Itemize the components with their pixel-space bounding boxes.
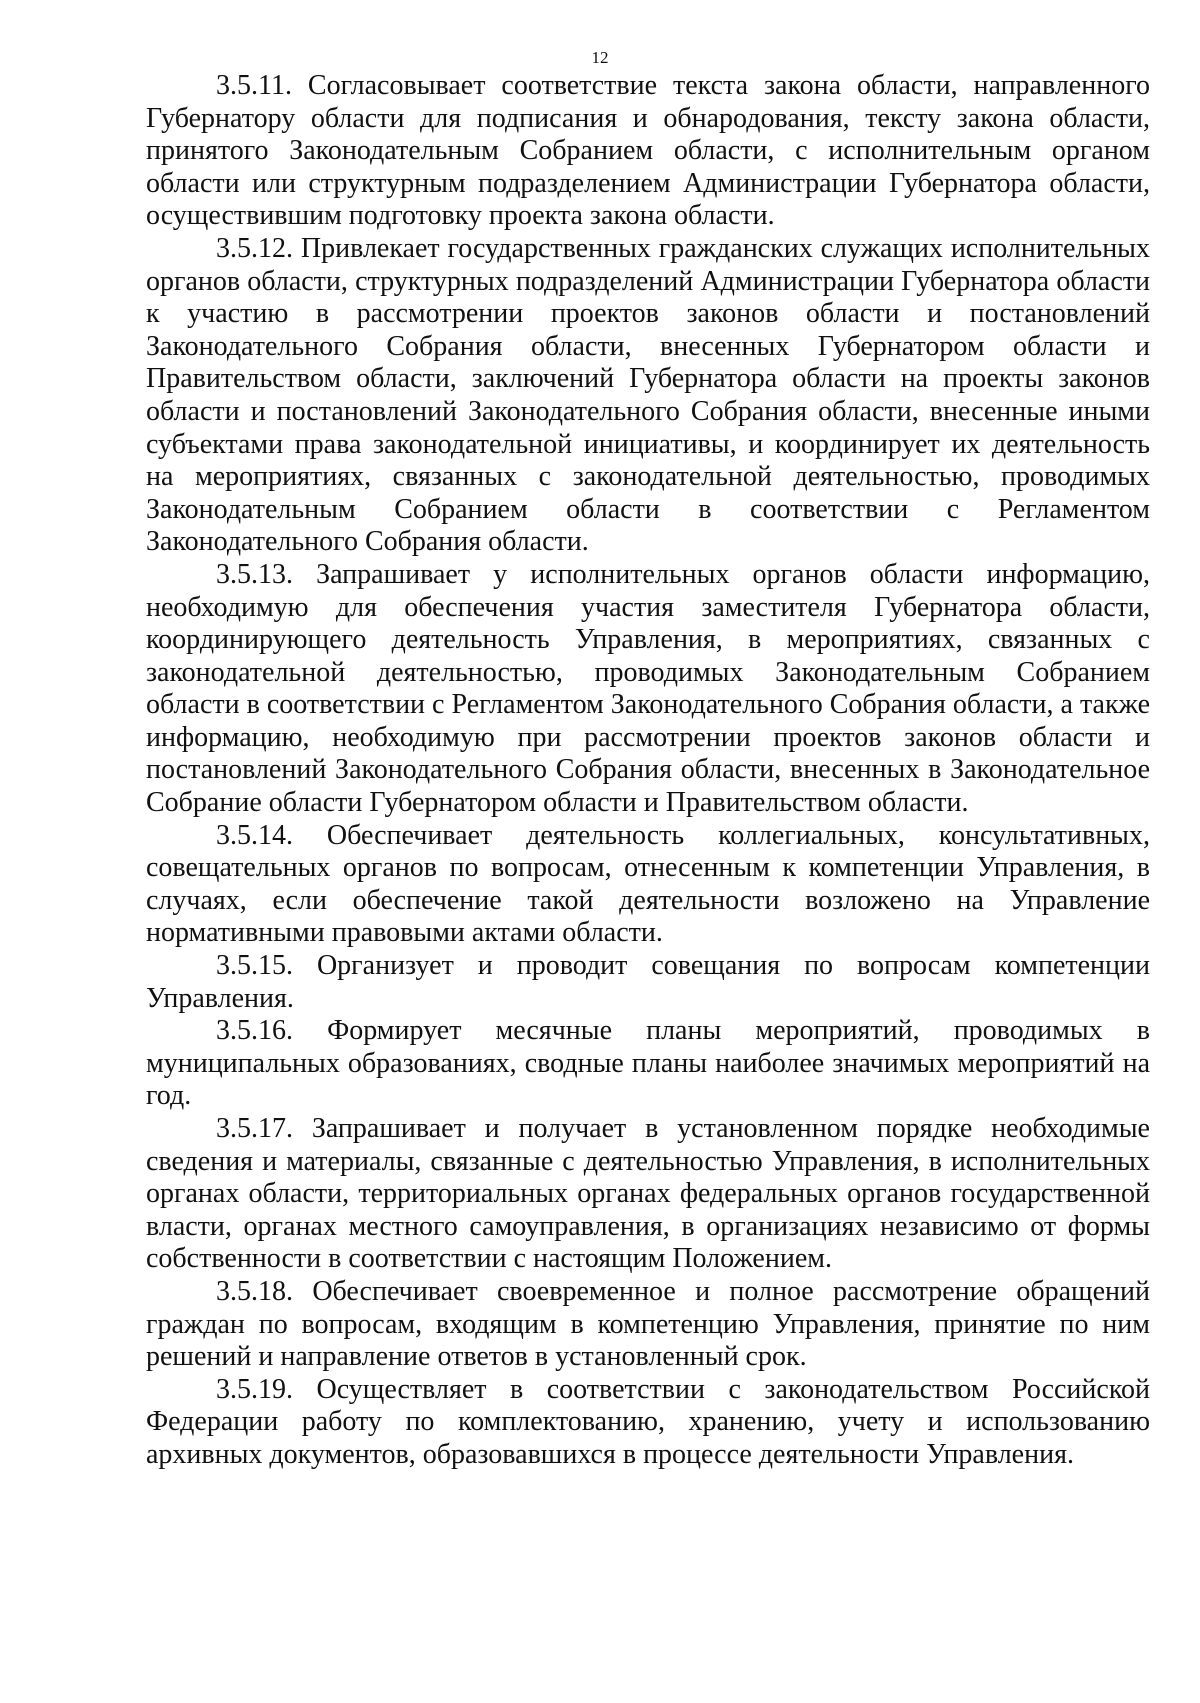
clause-3-5-13: 3.5.13. Запрашивает у исполнительных органов области информацию, необходимую для обеспечения участия заместителя Губернатора области, координирующего деятельность Управления, в мероприятиях, связанных с законодательной деятельностью, проводимых Законодательным Собранием области в соответствии с Регламентом Законодательного Собрания области, а также информацию, необходимую при рассмотрении проектов законов области и постановлений Законодательного Собрания области, внесенных в Законодательное Собрание области Губернатором области и Правительством области. — [146, 558, 1150, 819]
clause-3-5-17: 3.5.17. Запрашивает и получает в установленном порядке необходимые сведения и материалы, связанные с деятельностью Управления, в исполнительных органах области, территориальных органах федеральных органов государственной власти, органах местного самоуправления, в организациях независимо от формы собственности в соответствии с настоящим Положением. — [146, 1113, 1150, 1275]
clause-3-5-16: 3.5.16. Формирует месячные планы мероприятий, проводимых в муниципальных образованиях, сводные планы наиболее значимых мероприятий на год. — [146, 1015, 1150, 1112]
clause-3-5-18: 3.5.18. Обеспечивает своевременное и полное рассмотрение обращений граждан по вопросам, входящим в компетенцию Управления, принятие по ним решений и направление ответов в установленный срок. — [146, 1275, 1150, 1373]
clause-3-5-12: 3.5.12. Привлекает государственных гражданских служащих исполнительных органов области, структурных подразделений Администрации Губернатора области к участию в рассмотрении проектов законов области и постановлений Законодательного Собрания области, внесенных Губернатором области и Правительством области, заключений Губернатора области на проекты законов области и постановлений Законодательного Собрания области, внесенные иными субъектами права законодательной инициативы, и координирует их деятельность на мероприятиях, связанных с законодательной деятельностью, проводимых Законодательным Собранием области в соответствии с Регламентом Законодательного Собрания области. — [146, 232, 1150, 558]
page-number: 12 — [591, 48, 609, 67]
clause-3-5-11: 3.5.11. Согласовывает соответствие текста закона области, направленного Губернатору области для подписания и обнародования, тексту закона области, принятого Законодательным Собранием области, с исполнительным органом области или структурным подразделением Администрации Губернатора области, осуществившим подготовку проекта закона области. — [146, 70, 1150, 232]
document-body — [146, 70, 1150, 1472]
clause-3-5-14: 3.5.14. Обеспечивает деятельность коллегиальных, консультативных, совещательных органов по вопросам, отнесенным к компетенции Управления, в случаях, если обеспечение такой деятельности возложено на Управление нормативными правовыми актами области. — [146, 819, 1150, 949]
clause-3-5-19: 3.5.19. Осуществляет в соответствии с законодательством Российской Федерации работу по комплектованию, хранению, учету и использованию архивных документов, образовавшихся в процессе деятельности Управления. — [146, 1373, 1150, 1470]
clause-3-5-15: 3.5.15. Организует и проводит совещания по вопросам компетенции Управления. — [146, 950, 1150, 1014]
